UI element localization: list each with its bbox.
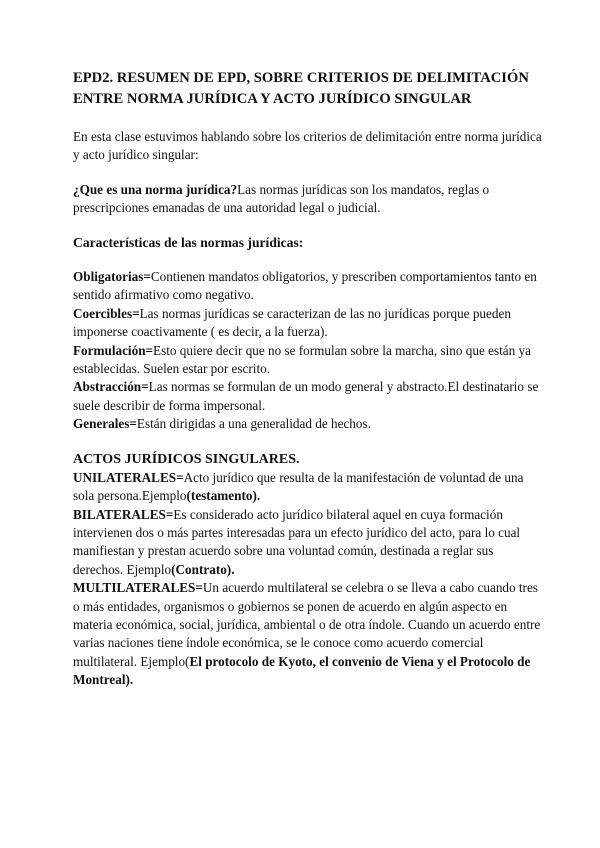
characteristic-term: Obligatorias bbox=[73, 269, 144, 285]
act-sep: = bbox=[165, 506, 174, 522]
characteristic-sep: = bbox=[129, 416, 137, 432]
characteristic-sep: = bbox=[132, 305, 140, 321]
spacer bbox=[73, 218, 544, 234]
characteristic-text: Esto quiere decir que no se formulan sobre la marcha, sino que están ya establecidas. Suelen estar por escrito. bbox=[73, 342, 531, 377]
characteristic-term: Abstracción bbox=[73, 379, 142, 395]
spacer bbox=[73, 434, 544, 450]
intro-paragraph: En esta clase estuvimos hablando sobre los criterios de delimitación entre norma jurídica y acto jurídico singular: bbox=[73, 129, 542, 163]
act-example: (testamento). bbox=[186, 488, 261, 504]
characteristic-text: Contienen mandatos obligatorios, y prescriben comportamientos tanto en sentido afirmativo como negativo. bbox=[73, 269, 537, 303]
characteristic-text: Están dirigidas a una generalidad de hechos. bbox=[136, 416, 371, 432]
act-example: (Contrato). bbox=[171, 561, 235, 577]
act-term: UNILATERALES bbox=[73, 469, 177, 485]
characteristic-sep: = bbox=[141, 379, 149, 395]
characteristic-term: Formulación bbox=[73, 342, 146, 358]
act-text: Un acuerdo multilateral se celebra o se lleva a cabo cuando tres o más entidades, organismos o gobiernos se ponen de acuerdo en algún aspecto en materia económica, social, jurídica, ambiental o de otra índole. Cuando un acuerdo entre varias naciones tiene índole económica, se le conoce como acuerdo comercial multilateral. Ejemplo( bbox=[73, 580, 541, 669]
question-paragraph bbox=[73, 181, 544, 218]
act-term: MULTILATERALES bbox=[73, 580, 196, 596]
act-term: BILATERALES bbox=[73, 506, 166, 522]
characteristic-item bbox=[73, 305, 544, 342]
act-text: Es considerado acto jurídico bilateral aquel en cuya formación intervienen dos o más partes interesadas para un efecto jurídico del acto, para lo cual manifiestan y prestan acuerdo sobre una voluntad común, destinada a reglar sus derechos. Ejemplo bbox=[73, 506, 521, 577]
acts-heading: ACTOS JURÍDICOS SINGULARES. bbox=[73, 451, 300, 467]
spacer bbox=[73, 165, 544, 181]
spacer bbox=[73, 252, 544, 268]
characteristic-term: Generales bbox=[73, 416, 130, 432]
characteristic-item bbox=[73, 342, 544, 379]
act-example: El protocolo de Kyoto, el convenio de Viena y el Protocolo de Montreal). bbox=[73, 653, 531, 688]
act-item bbox=[73, 579, 544, 689]
question-text: Las normas jurídicas son los mandatos, reglas o prescripciones emanadas de una autoridad legal o judicial. bbox=[73, 181, 490, 216]
characteristic-item bbox=[73, 268, 544, 305]
characteristic-item bbox=[73, 378, 544, 415]
question-term: ¿Que es una norma jurídica? bbox=[73, 181, 238, 197]
act-item bbox=[73, 469, 544, 506]
characteristic-text: Las normas se formulan de un modo general y abstracto.El destinatario se suele describir de forma impersonal. bbox=[73, 379, 539, 413]
characteristic-text: Las normas jurídicas se caracterizan de las no jurídicas porque pueden imponerse coactivamente ( es decir, a la fuerza). bbox=[73, 305, 511, 340]
act-sep: = bbox=[195, 580, 203, 596]
act-text: Acto jurídico que resulta de la manifestación de voluntad de una sola persona.Ejemplo bbox=[73, 469, 524, 504]
act-sep: = bbox=[176, 469, 184, 485]
characteristic-item bbox=[73, 415, 544, 433]
act-item bbox=[73, 506, 544, 580]
characteristic-sep: = bbox=[145, 342, 154, 358]
characteristics-heading: Características de las normas jurídicas: bbox=[73, 234, 304, 250]
characteristic-term: Coercibles bbox=[73, 305, 133, 321]
characteristic-sep: = bbox=[143, 269, 151, 285]
document-title: EPD2. RESUMEN DE EPD, SOBRE CRITERIOS DE DELIMITACIÓN ENTRE NORMA JURÍDICA Y ACTO JURÍDICO SINGULAR bbox=[73, 70, 529, 107]
